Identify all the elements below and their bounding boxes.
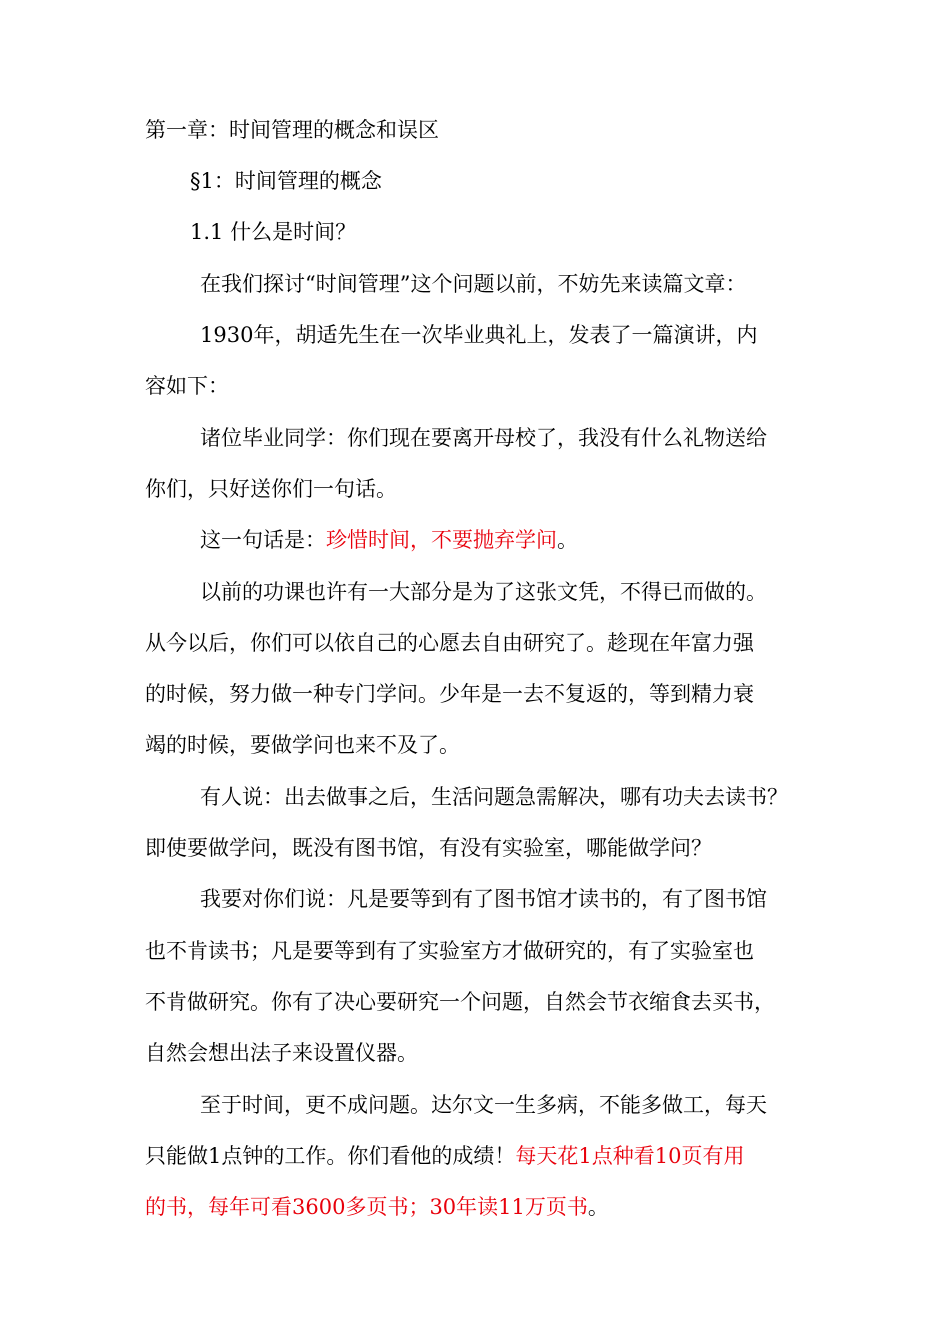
p7-line-2-highlight: 每天花1点种看10页有用 [515, 1144, 745, 1168]
chapter-title: 第一章：时间管理的概念和误区 [145, 118, 439, 142]
p6-line-3: 不肯做研究。你有了决心要研究一个问题，自然会节衣缩食去买书， [145, 990, 775, 1014]
p6-line-4: 自然会想出法子来设置仪器。 [145, 1041, 418, 1065]
p6-line-2: 也不肯读书；凡是要等到有了实验室方才做研究的，有了实验室也 [145, 939, 754, 963]
section-title: §1：时间管理的概念 [190, 169, 382, 193]
subsection-title: 1.1 什么是时间？ [190, 220, 357, 244]
p7-line-2 [145, 1142, 744, 1170]
p4-line-1: 以前的功课也许有一大部分是为了这张文凭，不得已而做的。 [200, 580, 767, 604]
intro-paragraph: 在我们探讨“时间管理”这个问题以前，不妨先来读篇文章： [200, 272, 747, 296]
p7-line-3-suffix: 。 [587, 1195, 609, 1219]
p3-suffix: 。 [557, 528, 578, 552]
p7-line-1: 至于时间，更不成问题。达尔文一生多病，不能多做工，每天 [200, 1093, 767, 1117]
p7-line-3 [145, 1193, 609, 1221]
p5-line-1: 有人说：出去做事之后，生活问题急需解决，哪有功夫去读书？ [200, 785, 788, 809]
p1-line-2: 容如下： [145, 374, 229, 398]
p3-highlight: 珍惜时间，不要抛弃学问 [326, 528, 557, 552]
p6-line-1: 我要对你们说：凡是要等到有了图书馆才读书的，有了图书馆 [200, 887, 767, 911]
p4-line-3: 的时候，努力做一种专门学问。少年是一去不复返的，等到精力衰 [145, 682, 754, 706]
p2-line-2: 你们，只好送你们一句话。 [145, 477, 397, 501]
p2-line-1: 诸位毕业同学：你们现在要离开母校了，我没有什么礼物送给 [200, 426, 767, 450]
p7-line-2-prefix: 只能做1点钟的工作。你们看他的成绩！ [145, 1144, 516, 1168]
p3-line [200, 526, 578, 554]
p5-line-2: 即使要做学问，既没有图书馆，有没有实验室，哪能做学问？ [145, 836, 712, 860]
p7-line-3-highlight: 的书，每年可看3600多页书；30年读11万页书 [145, 1195, 588, 1219]
p3-prefix: 这一句话是： [200, 528, 326, 552]
p4-line-2: 从今以后，你们可以依自己的心愿去自由研究了。趁现在年富力强 [145, 631, 754, 655]
p4-line-4: 竭的时候，要做学问也来不及了。 [145, 733, 460, 757]
p1-line-1: 1930年，胡适先生在一次毕业典礼上，发表了一篇演讲，内 [200, 323, 758, 347]
